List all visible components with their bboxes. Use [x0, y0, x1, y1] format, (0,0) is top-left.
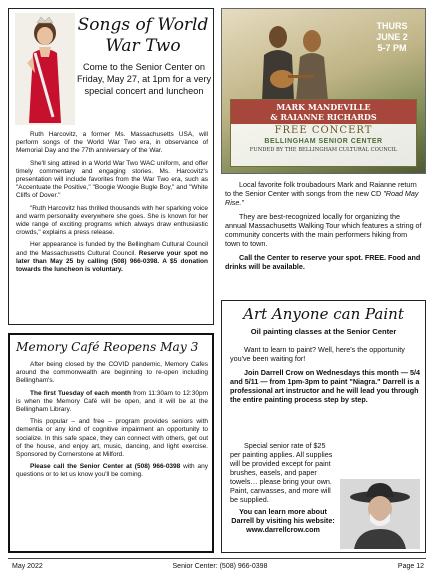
singer-photo: [15, 13, 75, 125]
concert-funded: FUNDED BY THE BELLINGHAM CULTURAL COUNCIL: [249, 147, 398, 153]
memory-p2-text: from 11:30am to 12:30pm is when the Memory Café will be open, and it will be at the Bellingham Library.: [16, 389, 208, 414]
memory-title: Memory Café Reopens May 3: [16, 340, 199, 354]
art-article: [221, 300, 426, 553]
concert-p1-text: Local favorite folk troubadours Mark and Raianne return to the Senior Center with songs from the new CD: [225, 180, 417, 198]
concert-names-band: [231, 100, 416, 124]
concert-poster: [221, 8, 426, 174]
art-p4: You can learn more about Darrell by visiting his website: www.darrellcrow.com: [231, 507, 335, 534]
memory-article: [8, 333, 214, 553]
concert-body: [225, 180, 423, 271]
performers-illustration: [240, 19, 350, 101]
instructor-photo: [340, 479, 420, 549]
concert-date-month: JUNE 2: [376, 32, 408, 42]
footer-page: Page 12: [397, 563, 424, 570]
concert-venue: BELLINGHAM SENIOR CENTER: [264, 138, 383, 145]
songs-p4-text: Her appearance is funded by the Bellingham Cultural Council and the Massachusetts Cultural Council.: [16, 241, 208, 257]
songs-p3: "Ruth Harcovitz has thrilled thousands with her sparking voice and warm personality everywhere she goes. She is known for her wide range of exciting programs which always draw enthusiastic crowds," explains a press release.: [16, 204, 208, 237]
songs-title: Songs of World War Two: [77, 15, 209, 56]
memory-p4-call: Please call the Senior Center at (508) 966-0398: [30, 463, 181, 471]
concert-p1: [225, 180, 423, 207]
concert-date: [367, 21, 417, 54]
songs-p1: Ruth Harcovitz, a former Ms. Massachusetts USA, will perform songs of the World War Two era, in observance of Memorial Day and the 77th anniversary of the War.: [16, 131, 208, 155]
art-subtitle: Oil painting classes at the Senior Center: [250, 327, 397, 336]
concert-date-time: 5-7 PM: [377, 43, 407, 53]
memory-p4: [16, 463, 208, 479]
songs-body: [16, 131, 208, 274]
concert-names-2: & RAIANNE RICHARDS: [270, 112, 377, 122]
memory-p2: [16, 390, 208, 415]
memory-p4-text: with any questions or to let us know you'll be coming.: [16, 463, 208, 479]
memory-p2-when: The first Tuesday of each month: [30, 389, 132, 397]
art-title: Art Anyone can Paint: [243, 305, 404, 323]
songs-p2: She'll sing attired in a World War Two WAC uniform, and offer timely commentary and engaging stories. Ms. Harcovitz's presentation will include favorites from the War Two era, such as "Accentuate the Positive," "Boogie Woogie Bugle Boy," and "White Cliffs of Dover.": [16, 159, 208, 200]
art-p2: Join Darrell Crow on Wednesdays this month — 5/4 and 5/11 — from 1pm-3pm to paint "Niagra." Darrell is a professional art instructor and he will lead you through the entire painting process step by step.: [230, 368, 420, 404]
concert-banner: [230, 99, 417, 167]
concert-p2: They are best-recognized locally for organizing the annual Massachusetts Walking Tour which features a string of community concerts with the main performers hiking from town to town.: [225, 212, 422, 248]
art-p3: Special senior rate of $25 per painting applies. All supplies will be provided except for paint brushes, easels, and paper towels… please bring your own. Paint, canvasses, and more will be supplied.: [230, 441, 333, 504]
songs-lead: Come to the Senior Center on Friday, May 27, at 1pm for a very special concert and luncheon: [76, 62, 212, 96]
footer-phone: Senior Center: (508) 966-0398: [172, 563, 268, 570]
footer-rule: [8, 558, 426, 559]
art-body-top: [230, 345, 420, 404]
footer-date: May 2022: [12, 563, 43, 570]
concert-p3: Call the Center to reserve your spot. FREE. Food and drinks will be available.: [225, 253, 421, 271]
songs-article: [8, 8, 214, 325]
songs-p4-reserve: Reserve your spot no later than May 25 by calling (508) 966-0398. A $5 donation towards the luncheon is voluntary.: [16, 249, 208, 274]
concert-free: FREE CONCERT: [274, 125, 373, 136]
memory-p3: This popular – and free – program provides seniors with dementia or any kind of cognitive impairment an opportunity to socialize. In this safe space, they can connect with others, get out of the house, and enjoy art, music, dancing, and light exercise. Sponsored by Cornerstone at Milford.: [16, 418, 208, 459]
art-p1: Want to learn to paint? Well, here's the opportunity you've been waiting for!: [230, 345, 405, 363]
concert-article: [221, 8, 426, 294]
concert-names-1: MARK MANDEVILLE: [276, 102, 371, 112]
memory-body: [16, 361, 208, 480]
concert-p1-cd: "Road May Rise.": [225, 189, 419, 207]
songs-p4: [16, 241, 208, 274]
memory-p1: After being closed by the COVID pandemic, Memory Cafes around the commonwealth are beginning to re-open including Bellingham's.: [16, 361, 208, 385]
concert-date-day: THURS: [376, 21, 408, 31]
